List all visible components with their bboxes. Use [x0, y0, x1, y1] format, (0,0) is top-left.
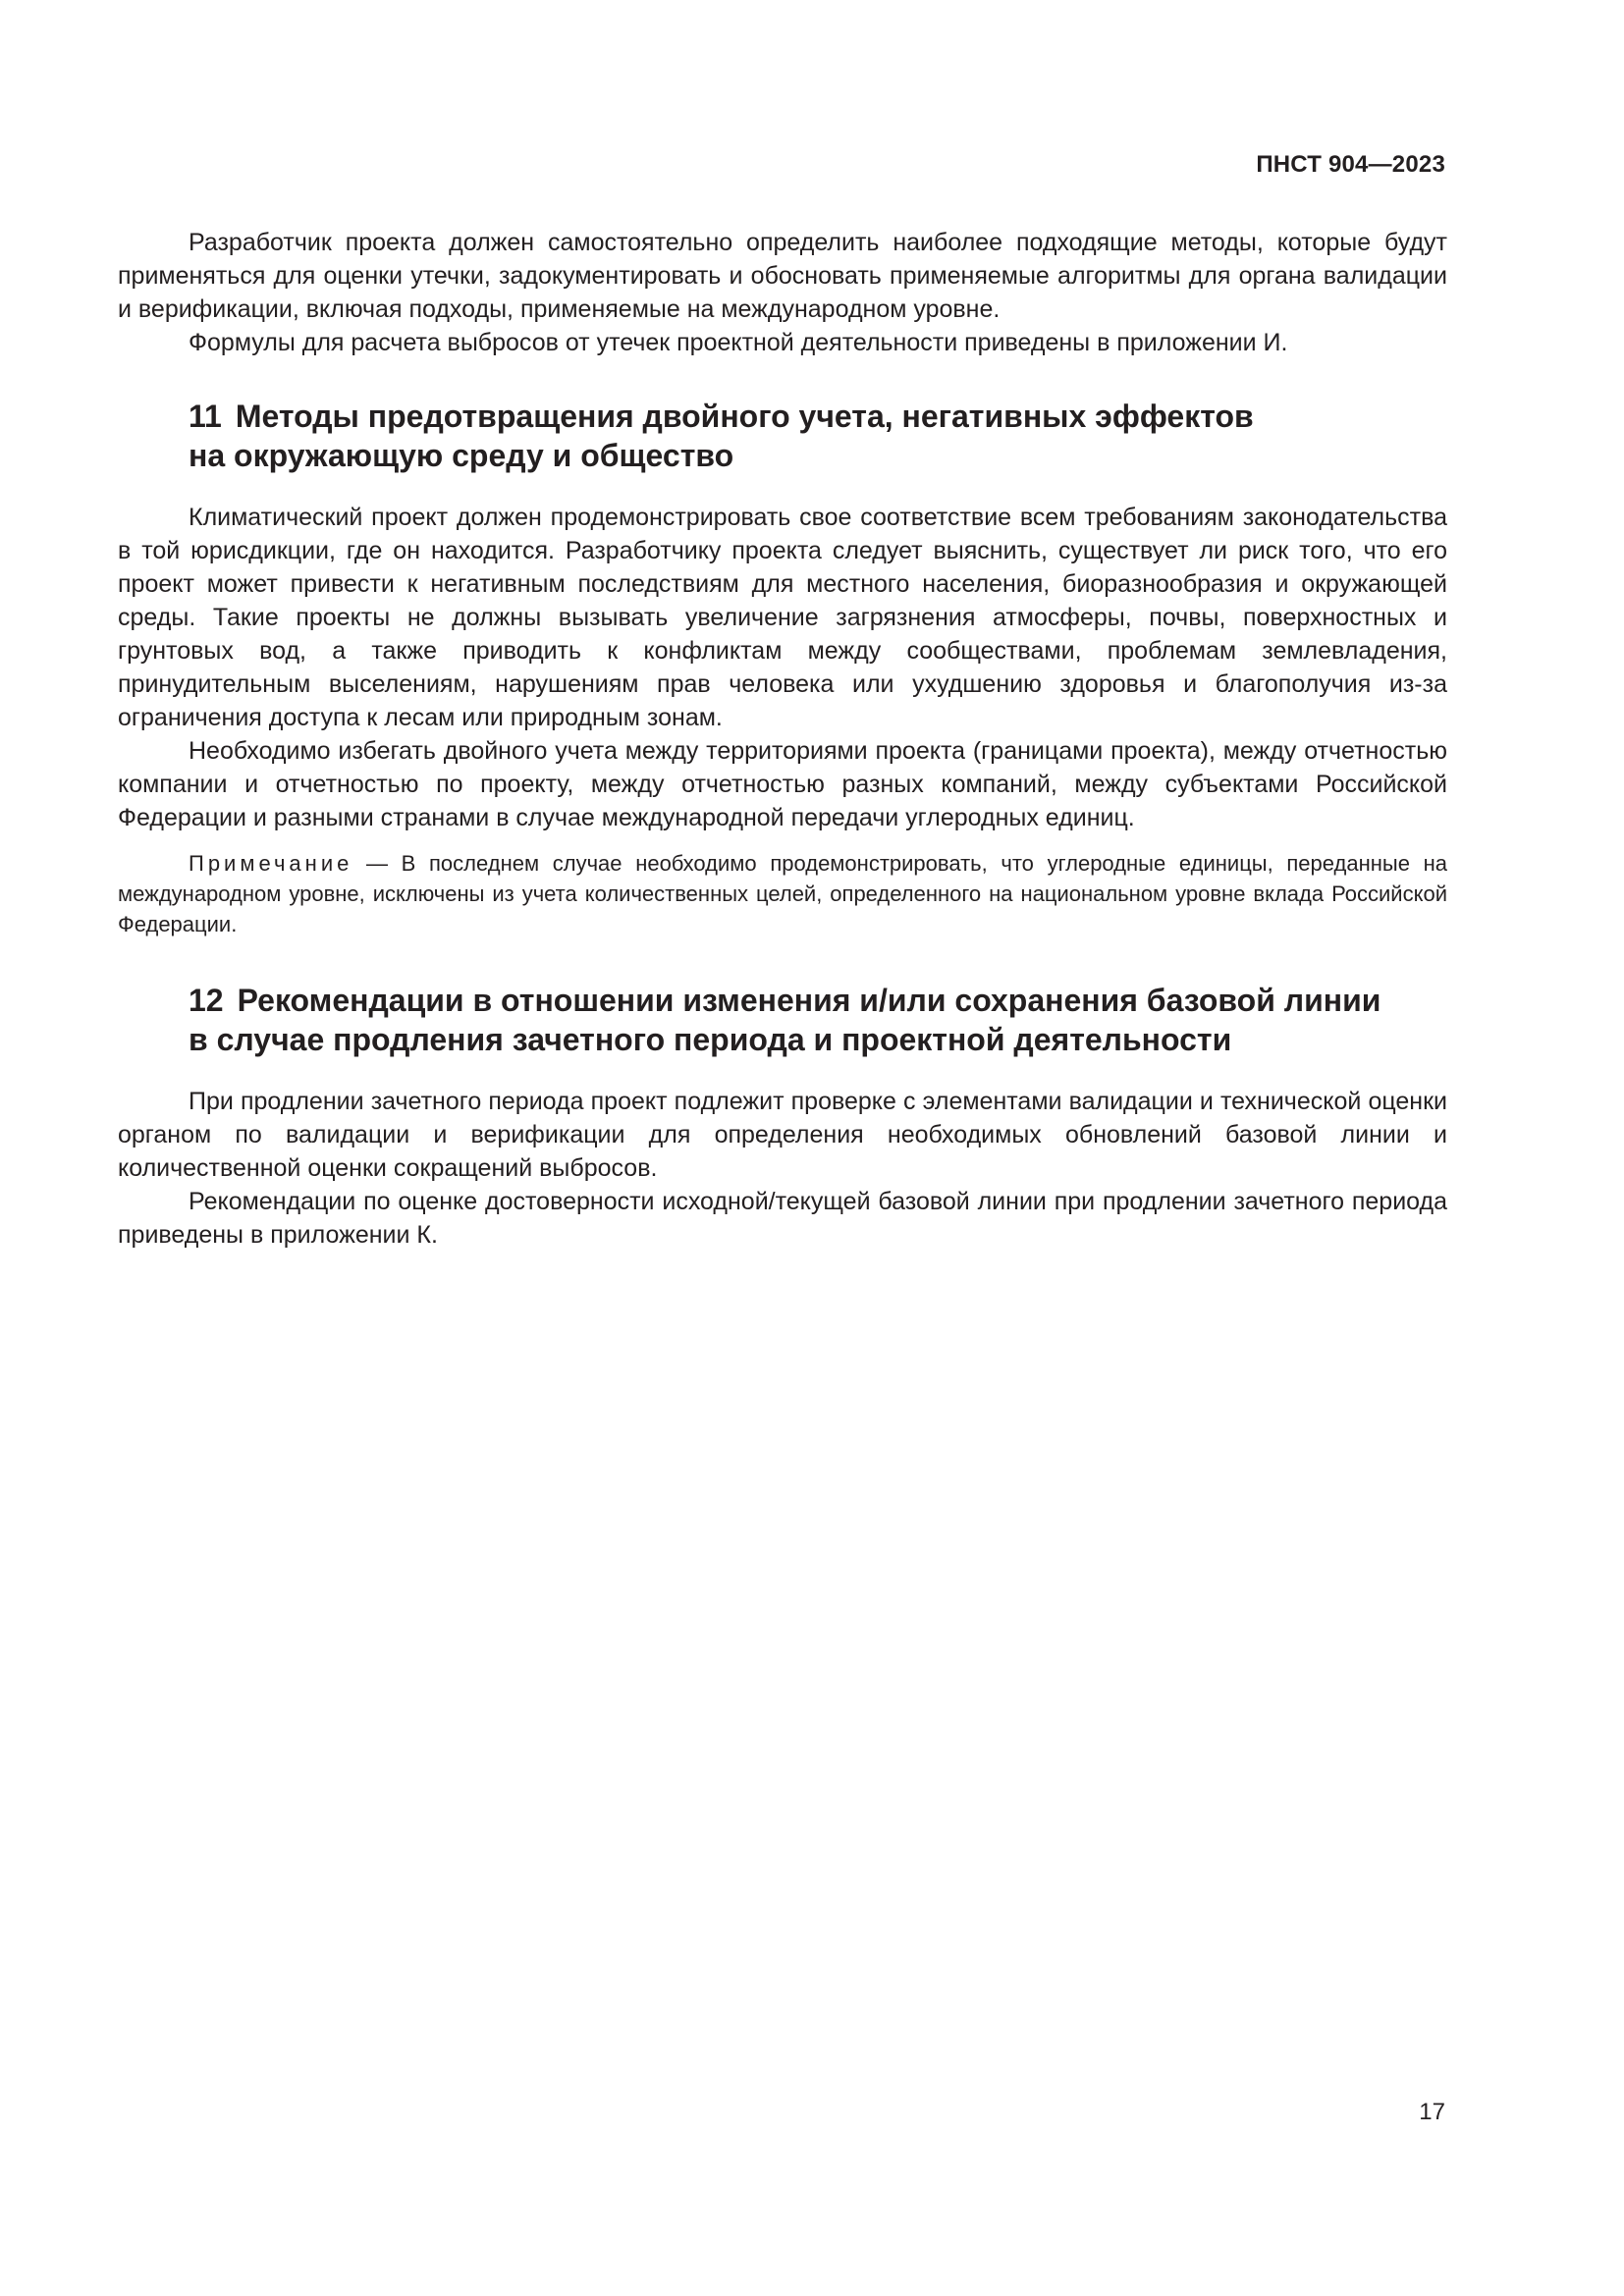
note-text: — В последнем случае необходимо продемонстрировать, что углеродные единицы, переданные на международном уровне, исключены из учета количественных целей, определенного на национальном уровне вклада Российской Федерации.	[118, 851, 1447, 936]
note-label: Примечание	[189, 851, 353, 876]
document-code: ПНСТ 904—2023	[1256, 151, 1445, 178]
intro-paragraph: Формулы для расчета выбросов от утечек проектной деятельности приведены в приложении И.	[189, 329, 1288, 356]
page-number: 17	[1419, 2099, 1445, 2125]
section-11-heading	[118, 397, 1447, 475]
section-12-paragraph: Рекомендации по оценке достоверности исходной/текущей базовой линии при продлении зачетного периода приведены в приложении К.	[118, 1188, 1447, 1249]
section-11-paragraph: Климатический проект должен продемонстрировать свое соответствие всем требованиям законодательства в той юрисдикции, где он находится. Разработчику проекта следует выяснить, существует ли риск того, что его проект может привести к негативным последствиям для местного населения, биоразнообразия и окружающей среды. Такие проекты не должны вызывать увеличение загрязнения атмосферы, почвы, поверхностных и грунтовых вод, а также приводить к конфликтам между сообществами, проблемам землевладения, принудительным выселениям, нарушениям прав человека или ухудшению здоровья и благополучия из-за ограничения доступа к лесам или природным зонам.	[118, 504, 1447, 731]
section-12-heading	[118, 981, 1447, 1059]
section-11-title-line2: на окружающую среду и общество	[189, 438, 734, 473]
section-11-note	[118, 848, 1447, 939]
section-11-number: 11	[189, 399, 222, 434]
intro-paragraph: Разработчик проекта должен самостоятельно определить наиболее подходящие методы, которые будут применяться для оценки утечки, задокументировать и обосновать применяемые алгоритмы для органа валидации и верификации, включая подходы, применяемые на международном уровне.	[118, 229, 1447, 323]
section-12-title-line2: в случае продления зачетного периода и проектной деятельности	[189, 1022, 1232, 1057]
section-12-number: 12	[189, 983, 224, 1018]
section-11-title-line1: Методы предотвращения двойного учета, негативных эффектов	[235, 399, 1254, 434]
section-11-paragraph: Необходимо избегать двойного учета между территориями проекта (границами проекта), между отчетностью компании и отчетностью по проекту, между отчетностью разных компаний, между субъектами Российской Федерации и разными странами в случае международной передачи углеродных единиц.	[118, 737, 1447, 831]
page-content	[118, 226, 1447, 1252]
section-12-paragraph: При продлении зачетного периода проект подлежит проверке с элементами валидации и технической оценки органом по валидации и верификации для определения необходимых обновлений базовой линии и количественной оценки сокращений выбросов.	[118, 1088, 1447, 1182]
section-12-title-line1: Рекомендации в отношении изменения и/или сохранения базовой линии	[237, 983, 1381, 1018]
